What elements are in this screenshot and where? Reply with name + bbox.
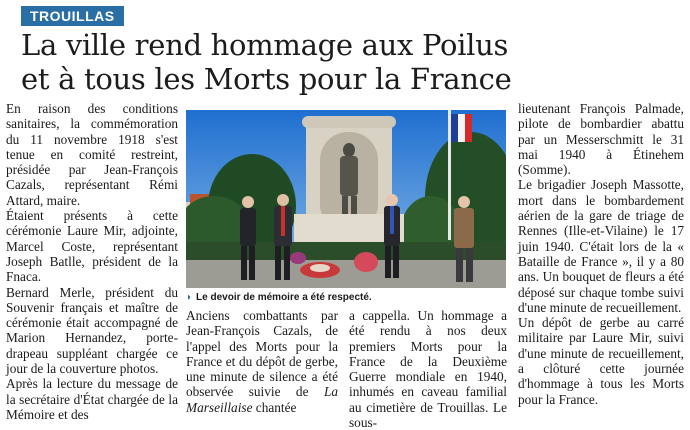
- section-tag: TROUILLAS: [21, 6, 124, 26]
- caption-marker-icon: ◗: [186, 292, 193, 303]
- article-column-2: [186, 308, 338, 415]
- text-run: chantée: [252, 399, 297, 415]
- headline-line-2: et à tous les Morts pour la France: [21, 62, 512, 96]
- french-flag: [451, 114, 458, 142]
- photo-caption: [186, 291, 506, 304]
- paragraph: a cappella. Un hommage a été rendu à nos deux premiers Morts pour la France de la Deuxième Guerre mondiale en 1940, inhumés en caveau familial au cimetière de Trouillas. Le sous-: [349, 308, 507, 430]
- flagpole: [448, 110, 451, 240]
- paragraph: Étaient présents à cette cérémonie Laure Mir, adjointe, Marcel Coste, représentant Joseph Batlle, président de la Fnaca.: [6, 208, 178, 285]
- paragraph: Le brigadier Joseph Massotte, mort dans le bombardement aérien de la gare de triage de Rennes (Ille-et-Vilaine) le 17 juin 1940. C'était lors de la « Bataille de France », il y a 80 ans. Un bouquet de fleurs a été déposé sur chaque tombe suivi d'une minute de recueillement.: [518, 177, 684, 315]
- paragraph: En raison des conditions sanitaires, la commémoration du 11 novembre 1918 s'est tenue en comité restreint, présidée par Jean-François Cazals, représentant Rémi Attard, maire.: [6, 101, 178, 208]
- article-column-1: [6, 101, 178, 422]
- paragraph: Bernard Merle, président du Souvenir français et maître de cérémonie était accompagné de Marion Hernandez, porte-drapeau suppléant chargée ce jour de la couverture photos.: [6, 284, 178, 377]
- paragraph: [186, 308, 338, 415]
- text-run: Anciens combattants par Jean-François Cazals, de l'appel des Morts pour la France et du dépôt de gerbe, une minute de silence a été observée suivie de: [186, 308, 338, 400]
- headline: [21, 28, 681, 96]
- headline-line-1: La ville rend hommage aux Poilus: [21, 28, 509, 62]
- paragraph: Un dépôt de gerbe au carré militaire par Laure Mir, suivi d'une minute de recueillement, a clôturé cette journée d'hommage à tous les Morts pour la France.: [518, 315, 684, 407]
- paragraph: lieutenant François Palmade, pilote de bombardier abattu par un Messerschmitt le 31 mai 1940 à Étinehem (Somme).: [518, 101, 684, 178]
- article-column-3: [349, 308, 507, 430]
- paragraph: Après la lecture du message de la secrétaire d'État chargée de la Mémoire et des: [6, 376, 178, 422]
- article-column-4: [518, 101, 684, 407]
- song-title: La Marseillaise: [186, 384, 338, 415]
- caption-text: Le devoir de mémoire a été respecté.: [196, 292, 372, 303]
- ceremony-photo: [186, 110, 506, 288]
- ceremony-photo-illustration: [186, 110, 506, 288]
- poilu-statue: [340, 156, 358, 196]
